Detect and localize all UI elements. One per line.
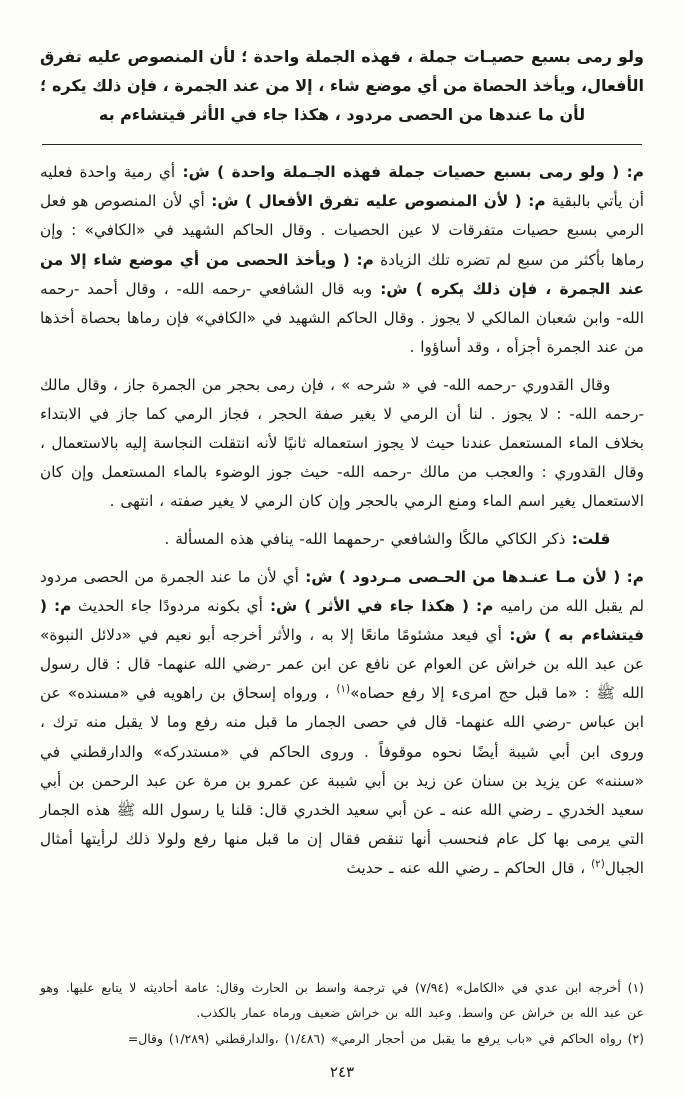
matn-section xyxy=(40,42,644,129)
commentary-paragraph-2: وقال القدوري -رحمه الله- في « شرحه » ، فإن رمى بحجر من الجمرة جاز ، وقال مالك -رحمه الله- : لا يجوز . لنا أن الرمي لا يغير صفة الحجر ، فجاز الرمي كما جاز في الابتداء بخلاف الماء المستعمل عندنا حيث لا يجوز استعماله ثانيًا لأنه انتقلت النجاسة إليه بالاستعمال ، وقال القدوري : والعجب من مالك -رحمه الله- حيث جوز الوضوء بالماء المستعمل وإن كان الاستعمال يغير اسم الماء ومنع الرمي بالحجر وإن كان الرمي لا يغير صفته ، انتهى . xyxy=(40,375,644,511)
commentary-body xyxy=(40,158,644,966)
footnote-2: (٢) رواه الحاكم في «باب يرفع ما يقبل من أحجار الرمي» (١/٤٨٦) ،والدارقطني (١/٢٨٩) وقال= xyxy=(127,1030,644,1046)
matn-text: ولو رمى بسبع حصيـات جملة ، فهذه الجملة واحدة ؛ لأن المنصوص عليه تفرق الأفعال، ويأخذ الحصاة من أي موضع شاء ، إلا من عند الجمرة ، فإن ذلك يكره ؛ لأن ما عندها من الحصى مردود ، هكذا جاء في الأثر فيتشاءم به xyxy=(40,47,644,125)
footnotes-section xyxy=(40,976,644,1051)
commentary-paragraph-4: م: ( لأن مـا عنـدها من الحـصى مـردود ) ش: أي لأن ما عند الجمرة من الحصى مردود لم يقبل الله من راميه م: ( هكذا جاء في الأثر ) ش: أي بكونه مردودًا جاء الحديث م: ( فيتشاءم به ) ش: أي فيعد مشئومًا مانعًا إلا به ، والأثر أخرجه أبو نعيم في «دلائل النبوة» عن عبد الله بن خراش عن العوام عن نافع عن ابن عمر -رضي الله عنهما- قال : قال رسول الله ﷺ : «ما قبل حج امرىء إلا رفع حصاه»$^{(١)}$ ، ورواه إسحاق بن راهويه في «مسنده» عن ابن عباس -رضي الله عنهما- قال في حصى الجمار ما قبل منه رفع وما لا يقبل منه ترك ، وروى ابن أبي شيبة أيضًا نحوه موقوفاً . وروى الحاكم في «مستدركه» والدارقطني في «سننه» عن يزيد بن سنان عن زيد بن أبي شيبة عن عمرو بن مرة عن عبد الرحمن بن أبي سعيد الخدري ـ رضي الله عنه ـ عن أبي سعيد الخدري قال: قلنا يا رسول الله ﷺ هذه الجمار التي يرمى بها كل عام فنحسب أنها تنقص فقال إن ما قبل منها رفع ولولا ذلك لرأيتها أمثال الجبال$^{(٢)}$ ، قال الحاكم ـ رضي الله عنه ـ حديث xyxy=(40,568,644,877)
commentary-paragraph-3: قلت: ذكر الكاكي مالكًا والشافعي -رحمهما الله- ينافي هذه المسألة . xyxy=(164,530,611,549)
section-divider xyxy=(42,144,642,145)
commentary-paragraph-1: م: ( ولو رمى بسبع حصيات جملة فهذه الجـملة واحدة ) ش: أي رمية واحدة فعليه أن يأتي بالبقية م: ( لأن المنصوص عليه تفرق الأفعال ) ش: أي لأن المنصوص هو فعل الرمي بسبع حصيات متفرقات لا عين الحصيات . وقال الحاكم الشهيد في «الكافي» : وإن رماها بأكثر من سبع لم تضره تلك الزيادة م: ( ويأخذ الحصى من أي موضع شاء إلا من عند الجمرة ، فإن ذلك يكره ) ش: وبه قال الشافعي -رحمه الله- ، وقال أحمد -رحمه الله- وابن شعبان المالكي لا يجوز . وقال الحاكم الشهيد في «الكافي» فإن رماها بحصاة أخذها من عند الجمرة أجزأه ، وقد أساؤوا . xyxy=(40,163,645,356)
footnote-1: (١) أخرجه ابن عدي في «الكامل» (٧/٩٤) في ترجمة واسط بن الحارث وقال: عامة أحاديثه لا يتابع عليها. وهو عن عبد الله بن خراش عن واسط. وعبد الله بن خراش ضعيف ورماه عمار بالكذب. xyxy=(40,980,644,1020)
page-footer xyxy=(40,966,644,1081)
page-number: ٢٤٣ xyxy=(329,1063,355,1081)
